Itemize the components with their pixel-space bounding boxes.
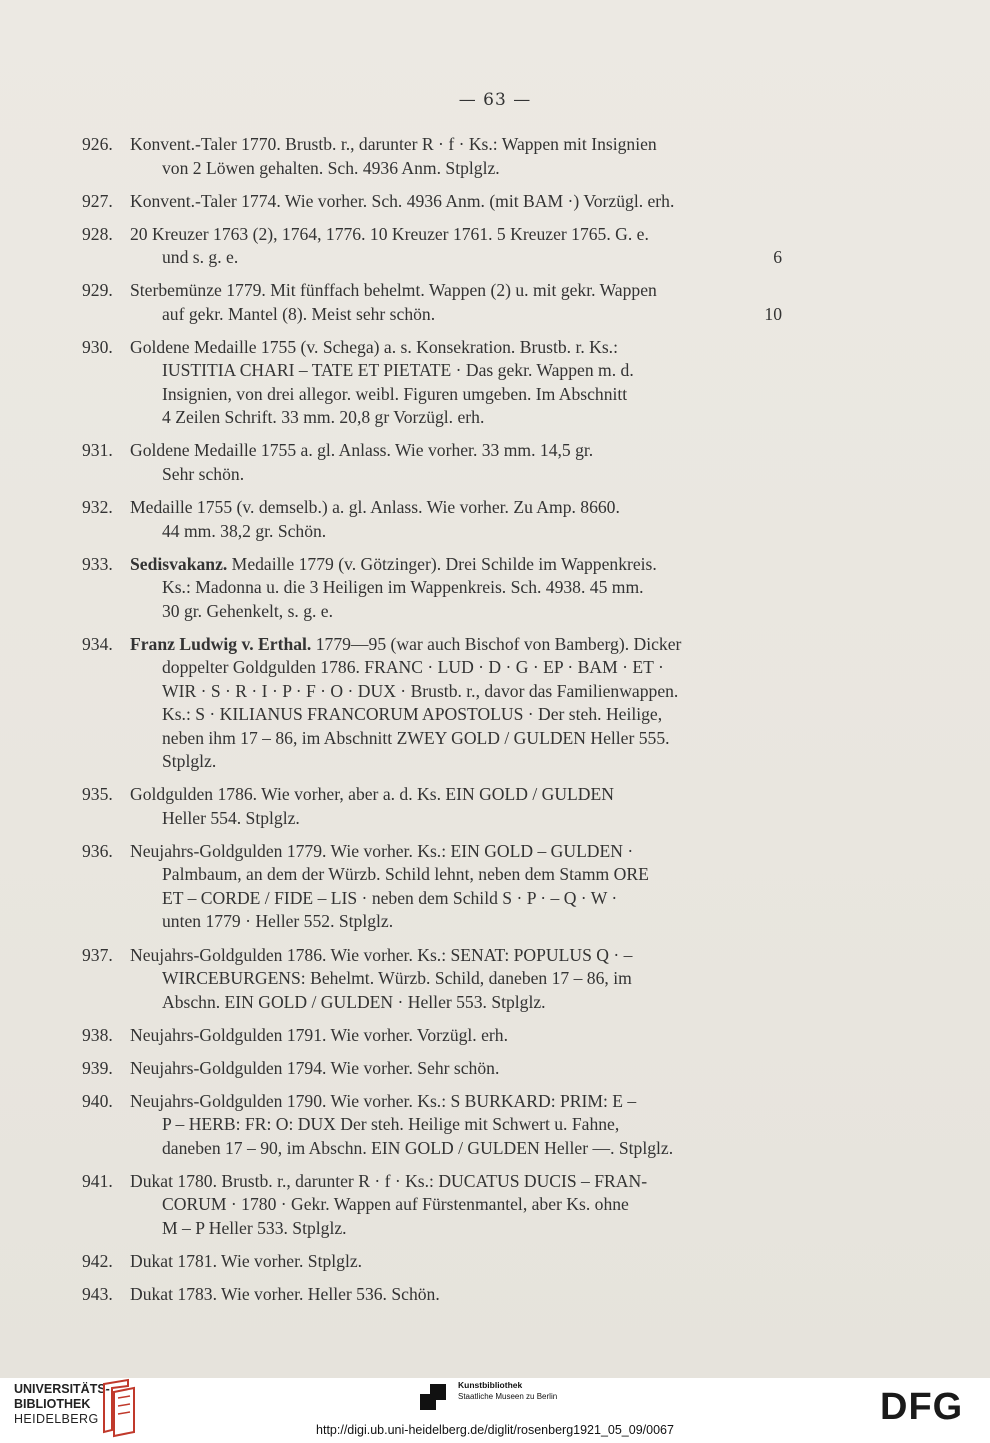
entry-count: 10 bbox=[764, 303, 782, 324]
entry-number: 926. bbox=[82, 134, 113, 154]
entry-count: 6 bbox=[773, 247, 782, 268]
entry-line: WIR · S · R · I · P · F · O · DUX · Brustb. r., davor das Familienwappen. bbox=[162, 680, 679, 701]
catalog-entry bbox=[82, 840, 782, 934]
entry-line: Medaille 1755 (v. demselb.) a. gl. Anlass. Wie vorher. Zu Amp. 8660. bbox=[130, 497, 620, 518]
entry-line: Ks.: S · KILIANUS FRANCORUM APOSTOLUS · Der steh. Heilige, bbox=[162, 704, 663, 725]
entry-line: Dukat 1781. Wie vorher. Stplglz. bbox=[130, 1251, 363, 1271]
entry-heading: Sedisvakanz. bbox=[130, 553, 228, 574]
entry-line: doppelter Goldgulden 1786. FRANC · LUD · D · G · EP · BAM · ET · bbox=[162, 657, 664, 678]
entry-number: 939. bbox=[82, 1057, 113, 1078]
entry-line: Goldene Medaille 1755 a. gl. Anlass. Wie vorher. 33 mm. 14,5 gr. bbox=[130, 440, 594, 461]
catalog-entry bbox=[82, 553, 782, 624]
entry-number: 927. bbox=[82, 190, 113, 211]
catalog-entry bbox=[82, 1057, 782, 1081]
entry-number: 935. bbox=[82, 784, 113, 805]
uni-line-2: BIBLIOTHEK bbox=[14, 1397, 91, 1411]
entry-number: 929. bbox=[82, 280, 113, 301]
entry-line: Goldene Medaille 1755 (v. Schega) a. s. Konsekration. Brustb. r. Ks.: bbox=[130, 336, 618, 357]
entry-line: 4 Zeilen Schrift. 33 mm. 20,8 gr Vorzügl. erh. bbox=[162, 407, 485, 428]
entry-line: Neujahrs-Goldgulden 1791. Wie vorher. Vorzügl. erh. bbox=[130, 1024, 508, 1045]
kunstbibliothek-title: Kunstbibliothek bbox=[458, 1380, 523, 1390]
entry-line: Palmbaum, an dem der Würzb. Schild lehnt, neben dem Stamm ORE bbox=[162, 864, 649, 885]
entry-line: Dukat 1780. Brustb. r., darunter R · f · Ks.: DUCATUS DUCIS – FRAN- bbox=[130, 1170, 648, 1191]
kunstbibliothek-icon bbox=[420, 1384, 446, 1410]
entry-line: Insignien, von drei allegor. weibl. Figuren umgeben. Im Abschnitt bbox=[162, 383, 628, 404]
entry-number: 943. bbox=[82, 1284, 113, 1305]
entry-number: 937. bbox=[82, 944, 113, 965]
catalog-entry bbox=[82, 279, 782, 326]
entry-line: 44 mm. 38,2 gr. Schön. bbox=[162, 520, 327, 541]
entry-text: auf gekr. Mantel (8). Meist sehr schön. bbox=[162, 303, 436, 324]
entry-line: neben ihm 17 – 86, im Abschnitt ZWEY GOLD / GULDEN Heller 555. bbox=[162, 727, 670, 748]
entry-line: Ks.: Madonna u. die 3 Heiligen im Wappenkreis. Sch. 4938. 45 mm. bbox=[162, 577, 644, 598]
entry-number: 931. bbox=[82, 440, 113, 461]
entry-number: 936. bbox=[82, 840, 113, 861]
page-number: — 63 — bbox=[458, 90, 532, 110]
entry-line: daneben 17 – 90, im Abschn. EIN GOLD / GULDEN Heller —. Stplglz. bbox=[162, 1137, 674, 1158]
entry-line bbox=[130, 303, 782, 327]
university-library-logo-text[interactable] bbox=[14, 1382, 110, 1427]
catalog-entry bbox=[82, 783, 782, 830]
entry-line bbox=[130, 246, 782, 270]
entry-line: Neujahrs-Goldgulden 1779. Wie vorher. Ks.: EIN GOLD – GULDEN · bbox=[130, 840, 634, 861]
entry-number: 932. bbox=[82, 497, 113, 518]
entry-number: 930. bbox=[82, 336, 113, 357]
entry-line: Konvent.-Taler 1774. Wie vorher. Sch. 4936 Anm. (mit BAM ·) Vorzügl. erh. bbox=[130, 190, 675, 211]
entry-number: 938. bbox=[82, 1024, 113, 1045]
kunstbibliothek-subtitle: Staatliche Museen zu Berlin bbox=[458, 1392, 558, 1401]
catalog-entry bbox=[82, 1170, 782, 1241]
entry-number: 933. bbox=[82, 553, 113, 574]
catalog-entry bbox=[82, 439, 782, 486]
entry-line: Neujahrs-Goldgulden 1794. Wie vorher. Sehr schön. bbox=[130, 1057, 500, 1078]
entry-line: P – HERB: FR: O: DUX Der steh. Heilige mit Schwert u. Fahne, bbox=[162, 1114, 620, 1135]
catalog-entry bbox=[82, 496, 782, 543]
entry-line: M – P Heller 533. Stplglz. bbox=[162, 1217, 347, 1238]
entry-line: Dukat 1783. Wie vorher. Heller 536. Schön. bbox=[130, 1284, 440, 1305]
entry-line bbox=[130, 553, 782, 577]
entry-line: 20 Kreuzer 1763 (2), 1764, 1776. 10 Kreuzer 1761. 5 Kreuzer 1765. G. e. bbox=[130, 223, 649, 244]
entry-line: WIRCEBURGENS: Behelmt. Würzb. Schild, daneben 17 – 86, im bbox=[162, 968, 632, 989]
entry-number: 941. bbox=[82, 1170, 113, 1191]
entry-line: Abschn. EIN GOLD / GULDEN · Heller 553. Stplglz. bbox=[162, 991, 546, 1012]
catalog-entry bbox=[82, 1024, 782, 1048]
catalog-entry bbox=[82, 133, 782, 180]
entry-text: Medaille 1779 (v. Götzinger). Drei Schilde im Wappenkreis. bbox=[227, 553, 657, 574]
entry-line: Stplglz. bbox=[162, 751, 217, 772]
catalog-entry bbox=[82, 1090, 782, 1161]
catalog-entry bbox=[82, 1250, 782, 1274]
entry-line: Heller 554. Stplglz. bbox=[162, 807, 300, 828]
dfg-logo-text: DFG bbox=[880, 1386, 964, 1425]
entry-heading: Franz Ludwig v. Erthal. bbox=[130, 633, 312, 654]
entry-line: Sehr schön. bbox=[162, 463, 245, 484]
entry-line: ET – CORDE / FIDE – LIS · neben dem Schild S · P · – Q · W · bbox=[162, 887, 618, 908]
entry-line: Neujahrs-Goldgulden 1786. Wie vorher. Ks.: SENAT: POPULUS Q · – bbox=[130, 944, 633, 965]
entry-line: Goldgulden 1786. Wie vorher, aber a. d. Ks. EIN GOLD / GULDEN bbox=[130, 784, 614, 805]
entry-line: unten 1779 · Heller 552. Stplglz. bbox=[162, 911, 394, 932]
entry-line: 30 gr. Gehenkelt, s. g. e. bbox=[162, 600, 334, 621]
catalog-entry bbox=[82, 633, 782, 774]
entry-number: 942. bbox=[82, 1251, 113, 1271]
catalog-entry bbox=[82, 944, 782, 1015]
entry-text: 1779—95 (war auch Bischof von Bamberg). Dicker bbox=[311, 633, 682, 654]
dfg-logo[interactable] bbox=[880, 1385, 976, 1425]
entry-line: Konvent.-Taler 1770. Brustb. r., darunter R · f · Ks.: Wappen mit Insignien bbox=[130, 134, 657, 154]
catalog-entry bbox=[82, 1283, 782, 1307]
uni-line-3: HEIDELBERG bbox=[14, 1412, 99, 1426]
catalog-entry bbox=[82, 336, 782, 430]
entry-text: und s. g. e. bbox=[162, 247, 239, 268]
entry-line: Sterbemünze 1779. Mit fünffach behelmt. Wappen (2) u. mit gekr. Wappen bbox=[130, 280, 657, 301]
catalog-entry bbox=[82, 190, 782, 214]
entry-line: IUSTITIA CHARI – TATE ET PIETATE · Das gekr. Wappen m. d. bbox=[162, 360, 634, 381]
source-url-link[interactable]: http://digi.ub.uni-heidelberg.de/diglit/rosenberg1921_05_09/0067 bbox=[316, 1423, 674, 1437]
entry-line: Neujahrs-Goldgulden 1790. Wie vorher. Ks.: S BURKARD: PRIM: E – bbox=[130, 1090, 637, 1111]
entry-line bbox=[130, 633, 782, 657]
entry-number: 940. bbox=[82, 1090, 113, 1111]
catalog-entry bbox=[82, 223, 782, 270]
uni-line-1: UNIVERSITÄTS- bbox=[14, 1382, 110, 1396]
entry-number: 934. bbox=[82, 633, 113, 654]
catalog-entries bbox=[82, 133, 782, 1316]
entry-line: von 2 Löwen gehalten. Sch. 4936 Anm. Stplglz. bbox=[162, 157, 500, 178]
entry-line: CORUM · 1780 · Gekr. Wappen auf Fürstenmantel, aber Ks. ohne bbox=[162, 1194, 629, 1215]
entry-number: 928. bbox=[82, 223, 113, 244]
